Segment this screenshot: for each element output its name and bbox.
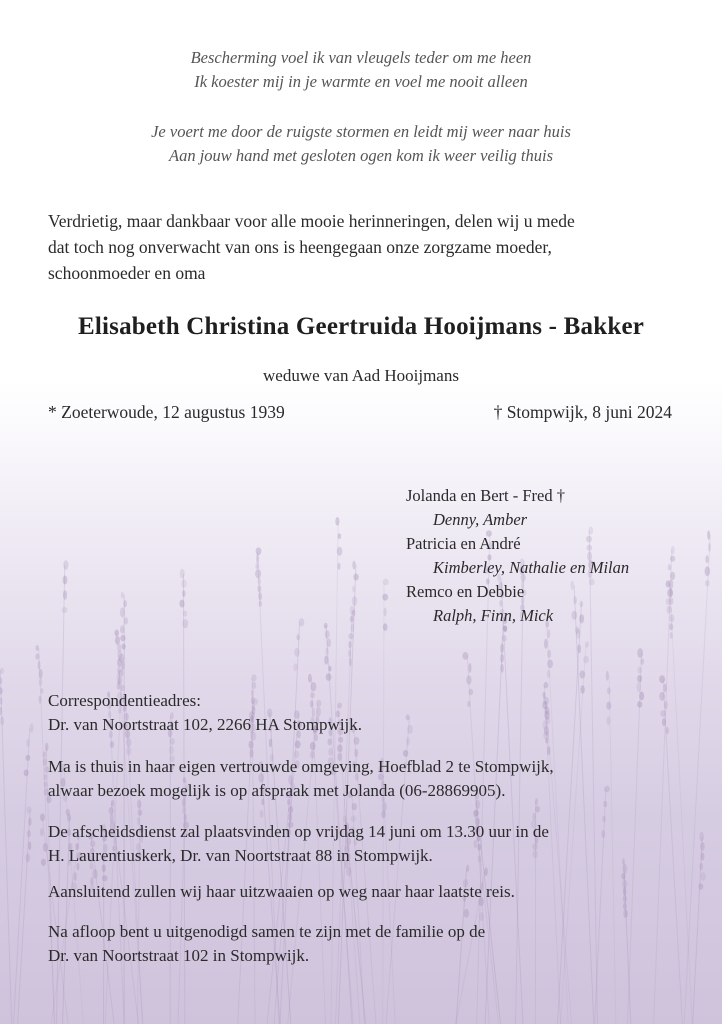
lavender-bud bbox=[257, 585, 261, 592]
lavender-bud bbox=[120, 607, 125, 617]
lavender-bud bbox=[547, 670, 551, 678]
lavender-bud bbox=[40, 828, 44, 836]
lavender-bud bbox=[308, 674, 312, 683]
lavender-bud bbox=[698, 883, 703, 889]
lavender-bud bbox=[296, 634, 299, 640]
lavender-bud bbox=[668, 564, 672, 570]
deceased-relation: weduwe van Aad Hooijmans bbox=[263, 366, 459, 385]
lavender-bud bbox=[35, 653, 39, 659]
lavender-bud bbox=[26, 739, 29, 747]
lavender-bud bbox=[259, 601, 262, 607]
lavender-bud bbox=[169, 746, 174, 755]
home-line: alwaar bezoek mogelijk is op afspraak met Jolanda (06-28869905). bbox=[48, 781, 506, 800]
lavender-bud bbox=[109, 807, 114, 815]
lavender-bud bbox=[328, 666, 331, 672]
lavender-bud bbox=[26, 853, 31, 862]
lavender-bud bbox=[36, 645, 39, 651]
lavender-bud bbox=[547, 650, 551, 658]
lavender-bud bbox=[30, 723, 34, 733]
lavender-bud bbox=[351, 623, 355, 632]
lavender-bud bbox=[349, 657, 352, 666]
lavender-bud bbox=[117, 659, 122, 668]
lavender-bud bbox=[382, 802, 387, 812]
lavender-bud bbox=[637, 648, 643, 658]
lavender-bud bbox=[473, 810, 479, 818]
lavender-bud bbox=[325, 630, 330, 639]
lavender-bud bbox=[637, 667, 641, 674]
lavender-bud bbox=[28, 818, 31, 826]
lavender-bud bbox=[350, 616, 354, 623]
lavender-bud bbox=[699, 863, 703, 871]
lavender-bud bbox=[126, 738, 131, 747]
service-line: De afscheidsdienst zal plaatsvinden op vrijdag 14 juni om 13.30 uur in de bbox=[48, 822, 549, 841]
lavender-bud bbox=[324, 623, 328, 629]
lavender-bud bbox=[24, 770, 29, 777]
lavender-bud bbox=[182, 590, 185, 597]
lavender-bud bbox=[324, 655, 328, 664]
lavender-bud bbox=[63, 560, 68, 569]
intro-line: dat toch nog onverwacht van ons is heengegaan onze zorgzame moeder, bbox=[48, 237, 552, 257]
poem-line: Bescherming voel ik van vleugels teder om me heen bbox=[190, 48, 532, 67]
lavender-bud bbox=[579, 671, 585, 679]
lavender-bud bbox=[350, 606, 354, 615]
lavender-bud bbox=[39, 669, 43, 679]
lavender-bud bbox=[583, 656, 589, 663]
lavender-bud bbox=[382, 594, 388, 601]
lavender-bud bbox=[535, 806, 540, 813]
lavender-bud bbox=[62, 607, 68, 613]
farewell-line: Aansluitend zullen wij haar uitzwaaien op weg naar haar laatste reis. bbox=[48, 882, 515, 901]
lavender-bud bbox=[299, 618, 305, 626]
poem-stanza-1 bbox=[0, 46, 722, 94]
lavender-bud bbox=[325, 648, 328, 656]
lavender-bud bbox=[623, 910, 628, 918]
lavender-bud bbox=[666, 598, 671, 605]
lavender-bud bbox=[0, 677, 2, 684]
lavender-bud bbox=[26, 806, 31, 813]
lavender-bud bbox=[0, 687, 3, 695]
lavender-bud bbox=[43, 758, 47, 766]
lavender-bud bbox=[121, 592, 124, 599]
lavender-bud bbox=[338, 533, 342, 539]
lavender-bud bbox=[338, 563, 341, 570]
lavender-bud bbox=[183, 611, 187, 617]
lavender-bud bbox=[256, 554, 259, 564]
lavender-bud bbox=[670, 632, 673, 639]
lavender-bud bbox=[335, 517, 339, 526]
lavender-bud bbox=[576, 629, 580, 639]
intro-line: schoonmoeder en oma bbox=[48, 263, 206, 283]
lavender-bud bbox=[547, 629, 550, 638]
lavender-bud bbox=[585, 641, 589, 647]
lavender-bud bbox=[349, 641, 352, 649]
lavender-bud bbox=[0, 668, 4, 674]
lavender-bud bbox=[120, 635, 125, 641]
lavender-bud bbox=[699, 832, 704, 842]
lavender-bud bbox=[606, 671, 609, 681]
lavender-bud bbox=[547, 659, 553, 668]
death-date: † Stompwijk, 8 juni 2024 bbox=[493, 402, 672, 422]
lavender-bud bbox=[348, 649, 351, 657]
lavender-bud bbox=[669, 614, 674, 622]
lavender-bud bbox=[260, 810, 264, 818]
correspondence-label: Correspondentieadres: bbox=[48, 691, 201, 710]
lavender-bud bbox=[640, 658, 644, 664]
lavender-bud bbox=[464, 909, 469, 918]
lavender-bud bbox=[383, 579, 389, 586]
lavender-bud bbox=[484, 867, 488, 876]
lavender-bud bbox=[41, 859, 46, 866]
lavender-bud bbox=[544, 639, 548, 649]
lavender-bud bbox=[700, 872, 705, 880]
lavender-bud bbox=[348, 633, 353, 639]
lavender-bud bbox=[39, 695, 42, 703]
lavender-bud bbox=[256, 547, 262, 555]
lavender-bud bbox=[700, 842, 705, 851]
poem-line: Ik koester mij in je warmte en voel me nooit alleen bbox=[194, 72, 528, 91]
lavender-bud bbox=[45, 743, 48, 752]
intro-line: Verdrietig, maar dankbaar voor alle mooie herinneringen, delen wij u mede bbox=[48, 211, 575, 231]
lavender-bud bbox=[44, 774, 47, 781]
lavender-bud bbox=[352, 586, 355, 592]
lavender-bud bbox=[328, 738, 332, 745]
lavender-bud bbox=[25, 755, 30, 761]
lavender-bud bbox=[468, 663, 471, 673]
lavender-bud bbox=[705, 580, 710, 586]
lavender-bud bbox=[183, 619, 189, 628]
lavender-bud bbox=[38, 661, 41, 670]
lavender-bud bbox=[327, 638, 331, 647]
lavender-bud bbox=[114, 630, 119, 637]
afterwards-line: Na afloop bent u uitgenodigd samen te zijn met de familie op de bbox=[48, 922, 486, 941]
lavender-bud bbox=[707, 530, 710, 540]
lavender-bud bbox=[338, 737, 343, 743]
lavender-bud bbox=[544, 682, 549, 689]
lavender-bud bbox=[383, 623, 388, 631]
lavender-bud bbox=[115, 636, 120, 645]
family-grandchildren: Kimberley, Nathalie en Milan bbox=[433, 558, 630, 577]
poem-line: Aan jouw hand met gesloten ogen kom ik weer veilig thuis bbox=[168, 146, 553, 165]
farewell-info bbox=[48, 880, 688, 904]
lavender-bud bbox=[124, 617, 128, 624]
service-info bbox=[48, 820, 688, 868]
afterwards-line: Dr. van Noortstraat 102 in Stompwijk. bbox=[48, 946, 310, 965]
lavender-bud bbox=[28, 841, 31, 850]
correspondence-value: Dr. van Noortstraat 102, 2266 HA Stompwijk. bbox=[48, 715, 363, 734]
lavender-bud bbox=[462, 652, 468, 660]
deceased-name: Elisabeth Christina Geertruida Hooijmans - Bakker bbox=[77, 313, 645, 340]
lavender-bud bbox=[269, 738, 272, 747]
poem-stanza-2 bbox=[0, 120, 722, 168]
lavender-bud bbox=[179, 600, 184, 608]
lavender-bud bbox=[547, 746, 550, 755]
lavender-stem bbox=[684, 535, 710, 1024]
lavender-bud bbox=[500, 654, 504, 663]
family-parents: Remco en Debbie bbox=[406, 582, 525, 601]
lavender-bud bbox=[258, 592, 262, 600]
family-list bbox=[406, 484, 629, 628]
lavender-bud bbox=[40, 688, 43, 694]
family-grandchildren: Denny, Amber bbox=[433, 510, 528, 529]
lavender-bud bbox=[659, 675, 665, 683]
lavender-bud bbox=[255, 569, 261, 578]
lavender-bud bbox=[180, 569, 185, 579]
lavender-bud bbox=[337, 744, 342, 752]
lavender-bud bbox=[346, 867, 351, 876]
lavender-bud bbox=[670, 572, 675, 580]
lavender-bud bbox=[384, 608, 387, 617]
lavender-bud bbox=[669, 623, 673, 630]
lavender-bud bbox=[621, 873, 625, 880]
home-visit-info bbox=[48, 755, 688, 803]
lavender-bud bbox=[310, 742, 316, 751]
family-parents: Patricia en André bbox=[406, 534, 521, 553]
lavender-bud bbox=[577, 644, 581, 653]
lavender-bud bbox=[117, 667, 122, 673]
lavender-bud bbox=[500, 664, 503, 673]
family-grandchildren: Ralph, Finn, Mick bbox=[433, 606, 554, 625]
lavender-bud bbox=[326, 673, 332, 681]
lavender-bud bbox=[502, 635, 507, 642]
lavender-bud bbox=[701, 852, 705, 860]
lavender-bud bbox=[705, 555, 708, 563]
lavender-bud bbox=[708, 543, 711, 552]
lavender-bud bbox=[39, 679, 43, 686]
lavender-bud bbox=[354, 737, 360, 745]
lavender-bud bbox=[43, 751, 47, 757]
lavender-bud bbox=[337, 547, 343, 556]
lavender-bud bbox=[669, 580, 674, 590]
family-parents: Jolanda en Bert - Fred † bbox=[406, 486, 565, 505]
lavender-bud bbox=[705, 566, 710, 576]
lavender-bud bbox=[63, 590, 67, 599]
lavender-bud bbox=[63, 576, 68, 585]
lavender-bud bbox=[466, 675, 472, 684]
lavender-bud bbox=[671, 546, 675, 555]
lavender-bud bbox=[353, 574, 359, 581]
lavender-bud bbox=[181, 579, 186, 587]
lavender-bud bbox=[352, 803, 357, 811]
lavender-bud bbox=[120, 625, 124, 633]
lavender-bud bbox=[667, 589, 673, 598]
lavender-bud bbox=[352, 561, 355, 570]
lavender-bud bbox=[170, 738, 175, 745]
lavender-bud bbox=[0, 697, 3, 704]
lavender-bud bbox=[500, 644, 504, 654]
lavender-bud bbox=[122, 644, 126, 650]
lavender-bud bbox=[40, 813, 45, 821]
lavender-bud bbox=[110, 741, 114, 748]
lavender-bud bbox=[258, 577, 261, 585]
lavender-bud bbox=[293, 663, 297, 671]
lavender-bud bbox=[251, 674, 256, 681]
lavender-bud bbox=[138, 809, 143, 816]
lavender-bud bbox=[27, 830, 31, 837]
lavender-bud bbox=[545, 738, 548, 744]
service-line: H. Laurentiuskerk, Dr. van Noortstraat 88 in Stompwijk. bbox=[48, 846, 433, 865]
poem-line: Je voert me door de ruigste stormen en leidt mij weer naar huis bbox=[151, 122, 571, 141]
lavender-bud bbox=[255, 563, 259, 569]
lavender-bud bbox=[294, 648, 300, 657]
lavender-bud bbox=[124, 600, 127, 607]
lavender-bud bbox=[0, 716, 4, 725]
lavender-bud bbox=[406, 737, 409, 745]
lavender-bud bbox=[44, 781, 48, 787]
afterwards-info bbox=[48, 920, 688, 968]
birth-date: * Zoeterwoude, 12 augustus 1939 bbox=[48, 402, 285, 422]
home-line: Ma is thuis in haar eigen vertrouwde omgeving, Hoefblad 2 te Stompwijk, bbox=[48, 757, 554, 776]
lavender-bud bbox=[637, 675, 642, 683]
lavender-bud bbox=[92, 869, 97, 879]
announcement-intro bbox=[48, 208, 678, 286]
lavender-bud bbox=[352, 596, 357, 605]
lavender-bud bbox=[295, 740, 301, 748]
lavender-bud bbox=[670, 556, 675, 562]
correspondence-address bbox=[48, 689, 688, 737]
